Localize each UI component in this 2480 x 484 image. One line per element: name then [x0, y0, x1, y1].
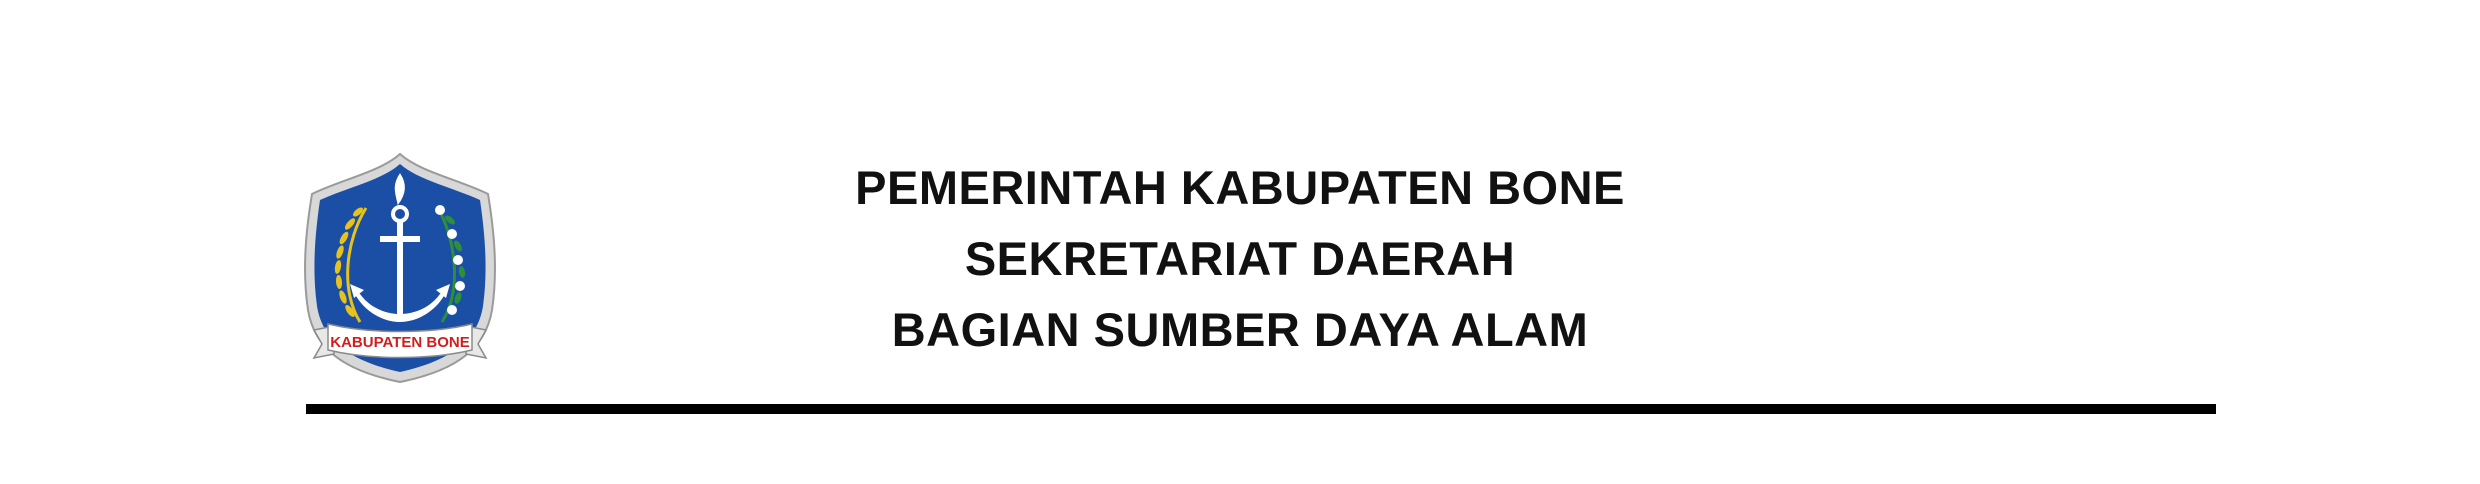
header-line-secretariat: SEKRETARIAT DAERAH — [964, 232, 1516, 285]
banner-text: KABUPATEN BONE — [330, 334, 470, 351]
header-line-division: BAGIAN SUMBER DAYA ALAM — [891, 303, 1589, 356]
header-divider-rule — [306, 404, 2216, 414]
header-line-government: PEMERINTAH KABUPATEN BONE — [855, 161, 1625, 214]
header-titles — [0, 152, 2480, 365]
